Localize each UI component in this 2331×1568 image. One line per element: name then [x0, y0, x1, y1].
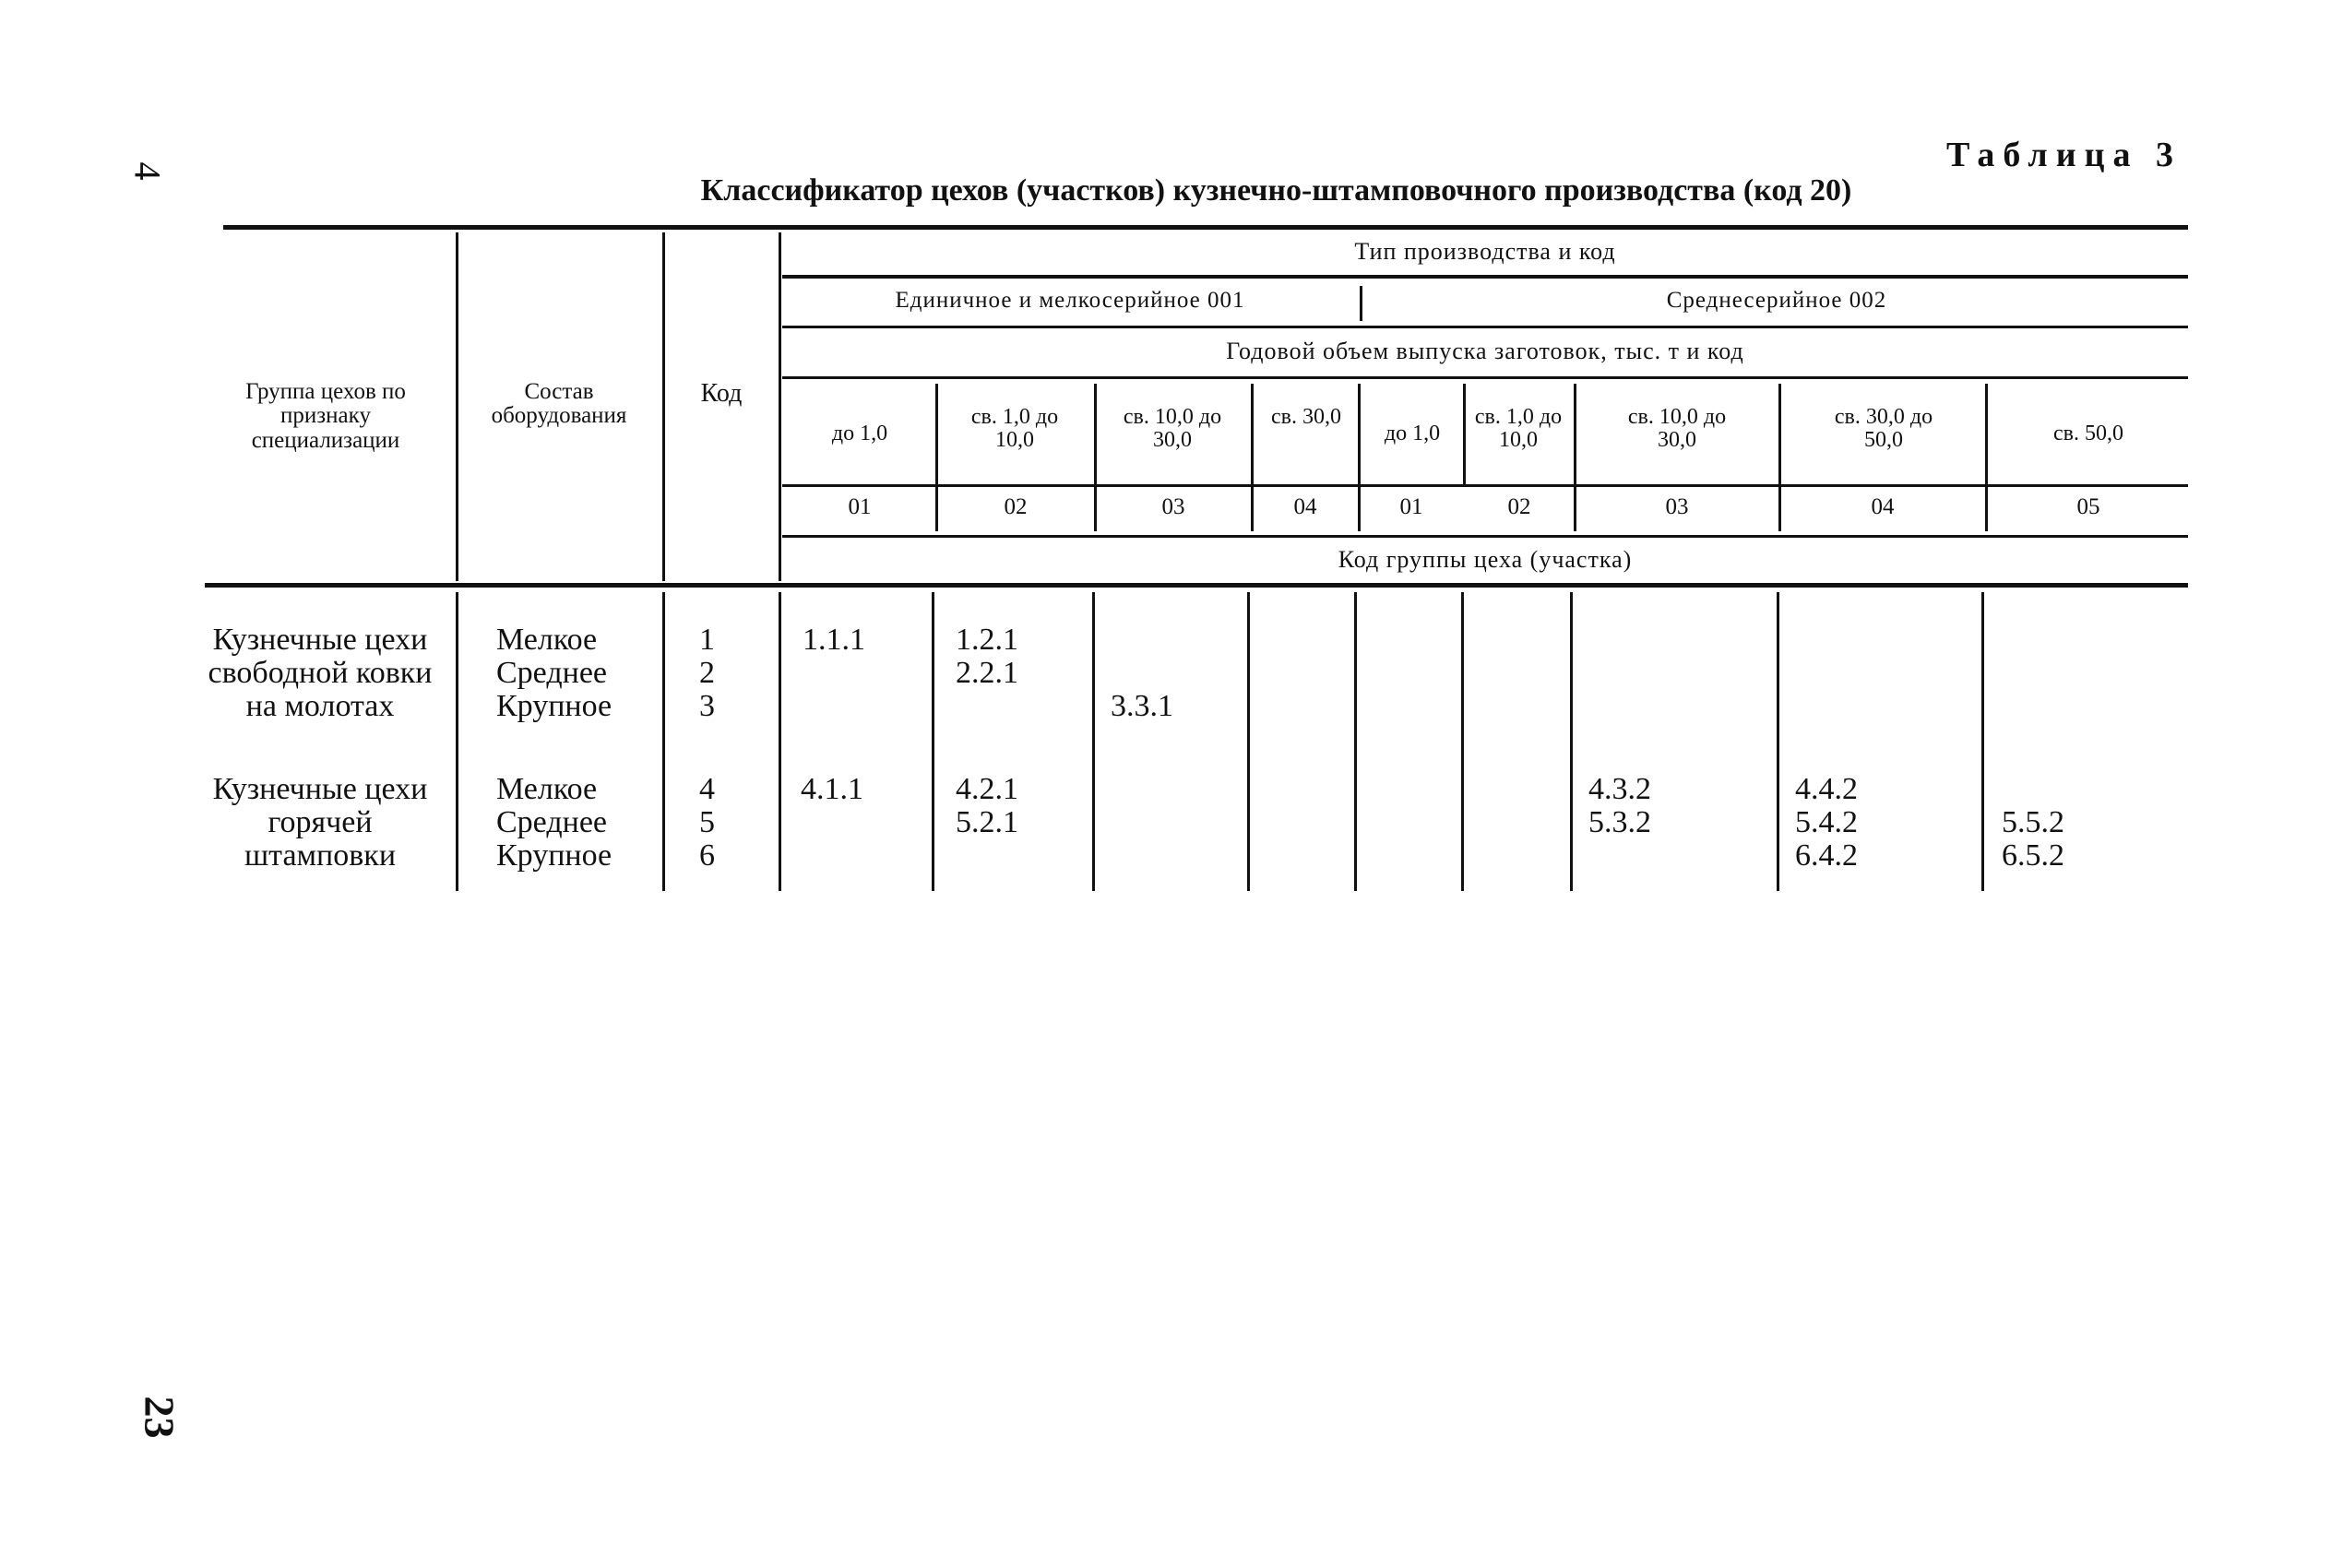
divider-vol-8 [1985, 384, 1988, 531]
header-medium-series: Среднесерийное 002 [1666, 288, 1887, 313]
volume-rule [782, 376, 2188, 379]
volume-code: 04 [1871, 494, 1895, 519]
row-code: 4 [699, 772, 715, 806]
volume-label: св. 30,0 до 50,0 [1834, 405, 1933, 453]
group-name: Кузнечные цехи свободной ковки на молотах [208, 623, 433, 723]
shop-code-cell: 6.5.2 [2002, 838, 2064, 873]
header-production-type: Тип производства и код [1354, 238, 1616, 265]
divider-vol-6 [1574, 384, 1576, 531]
header-equipment: Состав оборудования [491, 379, 627, 429]
page-number: 23 [136, 1396, 184, 1439]
body-divider [1570, 592, 1573, 891]
divider-vol-3 [1251, 384, 1254, 531]
shop-code-cell: 5.5.2 [2002, 805, 2064, 839]
body-divider [932, 592, 934, 891]
volume-label: св. 1,0 до 10,0 [970, 405, 1059, 453]
body-divider [1981, 592, 1984, 891]
volume-label: св. 1,0 до 10,0 [1474, 405, 1563, 453]
volume-label: св. 10,0 до 30,0 [1627, 405, 1727, 453]
body-divider [779, 592, 781, 891]
equipment-cell: Мелкое [496, 772, 598, 806]
header-shop-code: Код группы цеха (участка) [1338, 546, 1633, 573]
row-code: 1 [699, 623, 715, 657]
series-rule [782, 326, 2188, 328]
shop-code-cell: 5.2.1 [956, 805, 1018, 839]
row-code: 5 [699, 805, 715, 839]
body-divider [1777, 592, 1779, 891]
shop-code-cell: 6.4.2 [1795, 838, 1858, 873]
equipment-cell: Крупное [496, 689, 612, 723]
code-row-bottom-rule [782, 535, 2188, 538]
equipment-cell: Среднее [496, 656, 607, 690]
shop-code-cell: 3.3.1 [1111, 689, 1173, 723]
header-bottom-rule [205, 583, 2188, 588]
row-code: 3 [699, 689, 715, 723]
shop-code-cell: 1.1.1 [803, 623, 865, 657]
volume-label: до 1,0 [1384, 422, 1441, 445]
body-divider [1354, 592, 1357, 891]
top-rule [223, 225, 2188, 230]
shop-code-cell: 4.4.2 [1795, 772, 1858, 806]
divider-vol-1 [935, 384, 938, 531]
body-divider [1092, 592, 1095, 891]
equipment-cell: Мелкое [496, 623, 598, 657]
body-divider [1461, 592, 1464, 891]
body-divider [1247, 592, 1250, 891]
volume-code: 01 [1399, 494, 1423, 519]
code-row-rule [782, 484, 2188, 487]
table-label: Таблица 3 [1945, 136, 2182, 174]
volume-label: св. 30,0 [1271, 405, 1341, 429]
header-single-series: Единичное и мелкосерийное 001 [895, 288, 1245, 313]
header-code: Код [700, 379, 743, 408]
divider-vol-5 [1463, 384, 1466, 485]
body-divider [456, 592, 458, 891]
shop-code-cell: 5.4.2 [1795, 805, 1858, 839]
volume-code: 01 [848, 494, 872, 519]
divider-vol-4 [1358, 384, 1361, 531]
divider-code [779, 232, 781, 581]
side-mark: 4 [126, 161, 169, 181]
equipment-cell: Среднее [496, 805, 607, 839]
divider-series [1360, 286, 1362, 321]
volume-code: 03 [1161, 494, 1185, 519]
divider-vol-2 [1094, 384, 1097, 531]
equipment-cell: Крупное [496, 838, 612, 873]
shop-code-cell: 5.3.2 [1588, 805, 1651, 839]
shop-code-cell: 2.2.1 [956, 656, 1018, 690]
volume-label: св. 10,0 до 30,0 [1123, 405, 1222, 453]
volume-code: 02 [1004, 494, 1028, 519]
production-type-rule [782, 275, 2188, 279]
body-divider [662, 592, 665, 891]
divider-equipment [662, 232, 665, 581]
header-volume: Годовой объем выпуска заготовок, тыс. т и код [1226, 338, 1744, 364]
row-code: 2 [699, 656, 715, 690]
volume-code: 03 [1665, 494, 1689, 519]
divider-group [456, 232, 458, 581]
volume-label: до 1,0 [831, 422, 888, 445]
shop-code-cell: 4.3.2 [1588, 772, 1651, 806]
volume-code: 04 [1293, 494, 1317, 519]
volume-label: св. 50,0 [2053, 422, 2123, 445]
shop-code-cell: 4.1.1 [801, 772, 863, 806]
table-title: Классификатор цехов (участков) кузнечно-штамповочного производства (код 20) [700, 173, 1852, 208]
header-group: Группа цехов по признаку специализации [245, 379, 406, 453]
divider-vol-7 [1778, 384, 1781, 531]
shop-code-cell: 4.2.1 [956, 772, 1018, 806]
group-name: Кузнечные цехи горячей штамповки [212, 772, 428, 873]
volume-code: 02 [1507, 494, 1531, 519]
shop-code-cell: 1.2.1 [956, 623, 1018, 657]
row-code: 6 [699, 838, 715, 873]
volume-code: 05 [2076, 494, 2100, 519]
